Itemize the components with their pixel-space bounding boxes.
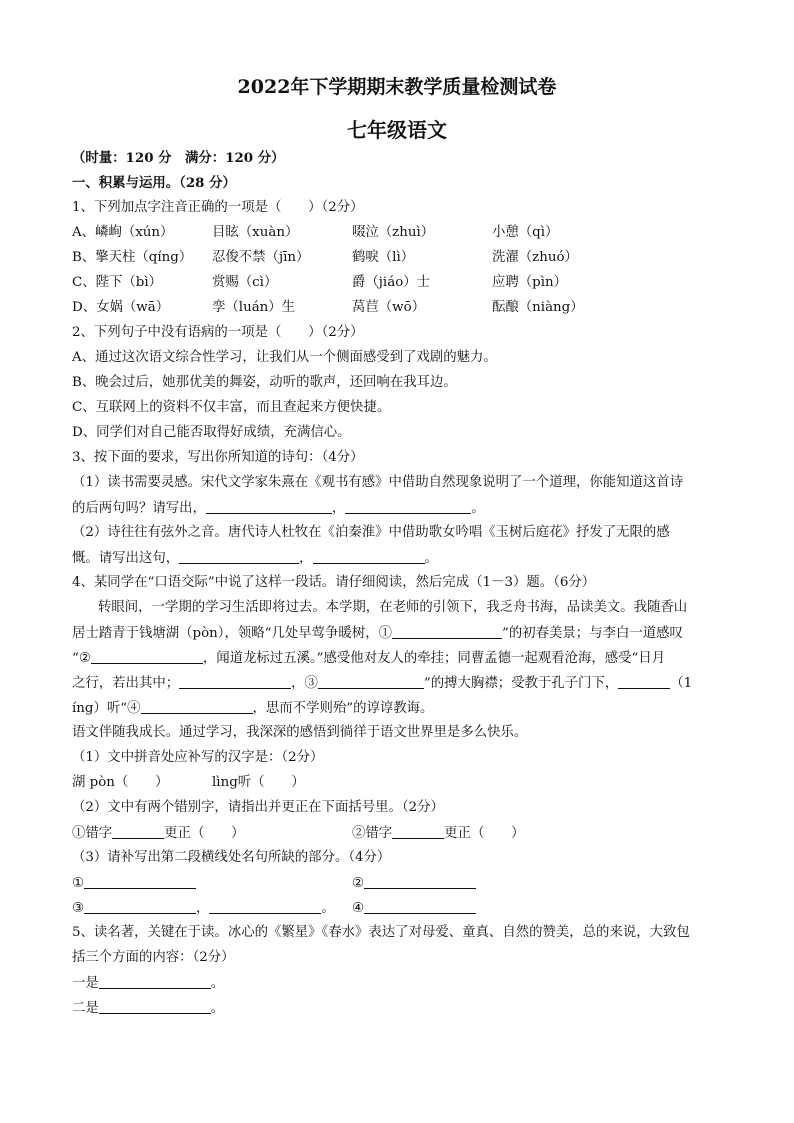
q5-answer-1: 一是 。 — [72, 976, 225, 991]
q4-sub2-stem: （2）文中有两个错别字，请指出并更正在下面括号里。（2分） — [72, 800, 444, 815]
q1-option-cell: A、嶙峋（xún） — [72, 225, 174, 240]
answer-blank[interactable] — [618, 675, 670, 689]
q2-option-b: B、晚会过后，她那优美的舞姿，动听的歌声，还回响在我耳边。 — [72, 375, 457, 390]
q5-answer-2: 二是 。 — [72, 1001, 225, 1016]
answer-blank[interactable] — [206, 500, 332, 514]
q1-option-cell: 孪（luán）生 — [212, 300, 296, 315]
q4-sub3-item-2: ② — [352, 875, 476, 892]
answer-blank[interactable] — [84, 900, 196, 914]
q4-paragraph-line: 转眼间，一学期的学习生活即将过去。本学期，在老师的引领下，我乏舟书海，品读美文。我随香山 — [98, 600, 688, 615]
q1-option-cell: 应聘（pìn） — [492, 275, 568, 290]
q4-sub3-item-3: ③ ， 。 — [72, 901, 335, 916]
q2-option-d: D、同学们对自己能否取得好成绩，充满信心。 — [72, 425, 351, 440]
answer-blank[interactable] — [179, 675, 291, 689]
q4-sub1-item-a: 湖 pòn（ ） — [72, 775, 169, 790]
q1-option-cell: 酝酿（niàng） — [492, 300, 584, 315]
q2-option-c: C、互联网上的资料不仅丰富，而且查起来方便快捷。 — [72, 400, 391, 415]
q1-option-cell: 爵（jiáo）士 — [352, 275, 431, 290]
q4-sub3-item-1: ① — [72, 875, 196, 892]
q4-paragraph-line: íng）听“④ ，思而不学则殆”的谆谆教诲。 — [72, 701, 434, 716]
q3-part1-text: （1）读书需要灵感。宋代文学家朱熹在《观书有感》中借助自然现象说明了一个道理，你能知道这首诗 — [72, 475, 684, 490]
q1-option-cell: 鹤唳（lì） — [352, 250, 415, 265]
q1-option-cell: C、陛下（bì） — [72, 275, 163, 290]
question-5-stem: 5、读名著，关键在于读。冰心的《繁星》《春水》表达了对母爱、童真、自然的赞美，总的来说，大致包 — [72, 925, 690, 940]
q4-paragraph-line: “② ，闻道龙标过五溪。”感受他对友人的牵挂；同曹孟德一起观看沧海，感受“日月 — [72, 651, 666, 666]
answer-blank[interactable] — [364, 875, 476, 889]
q4-sub2-item-b: ②错字 更正（ ） — [352, 826, 525, 841]
answer-blank[interactable] — [318, 675, 424, 689]
section-heading: 一、积累与运用。（28 分） — [72, 175, 236, 191]
exam-meta: （时量：120 分 满分：120 分） — [72, 150, 285, 166]
answer-blank[interactable] — [99, 975, 211, 989]
question-3-stem: 3、按下面的要求，写出你所知道的诗句：（4分） — [72, 450, 364, 465]
q1-option-cell: 莴苣（wō） — [352, 300, 426, 315]
answer-blank[interactable] — [364, 900, 476, 914]
answer-blank[interactable] — [313, 550, 425, 564]
q4-sub1-item-b: lìng听（ ） — [212, 775, 305, 790]
answer-blank[interactable] — [91, 650, 203, 664]
q1-option-cell: 啜泣（zhuì） — [352, 225, 435, 240]
q4-paragraph-line: 语文伴随我成长。通过学习，我深深的感悟到徜徉于语文世界里是多么快乐。 — [72, 725, 528, 740]
exam-subtitle: 七年级语文 — [347, 118, 447, 142]
answer-blank[interactable] — [99, 1000, 211, 1014]
answer-blank[interactable] — [392, 825, 444, 839]
answer-blank[interactable] — [345, 500, 471, 514]
q2-option-a: A、通过这次语文综合性学习，让我们从一个侧面感受到了戏剧的魅力。 — [72, 350, 497, 365]
answer-blank[interactable] — [112, 825, 164, 839]
question-1-stem: 1、下列加点字注音正确的一项是（ ）（2分） — [72, 200, 364, 215]
q1-option-cell: D、女娲（wā） — [72, 300, 170, 315]
q4-sub3-stem: （3）请补写出第二段横线处名句所缺的部分。（4分） — [72, 850, 391, 865]
question-4-stem: 4、某同学在“口语交际”中说了这样一段话。请仔细阅读，然后完成（1－3）题。（6分） — [72, 575, 596, 590]
q1-option-cell: 目眩（xuàn） — [212, 225, 299, 240]
answer-blank[interactable] — [179, 550, 299, 564]
q1-option-cell: 洗濯（zhuó） — [492, 250, 578, 265]
q4-sub2-item-a: ①错字 更正（ ） — [72, 826, 245, 841]
q4-paragraph-line: 居士踏青于钱塘湖（pòn），领略“几处早莺争暖树，① ”的初春美景；与李白一道感叹 — [72, 626, 683, 641]
answer-blank[interactable] — [141, 700, 253, 714]
q1-option-cell: 忍俊不禁（jīn） — [212, 250, 310, 265]
q4-sub3-item-4: ④ — [352, 900, 476, 917]
q3-part1-answer-line: 的后两句吗？请写出， ， 。 — [72, 501, 485, 516]
question-2-stem: 2、下列句子中没有语病的一项是（ ）（2分） — [72, 325, 364, 340]
q1-option-cell: 赏赐（cì） — [212, 275, 278, 290]
q4-sub1-stem: （1）文中拼音处应补写的汉字是：（2分） — [72, 750, 324, 765]
exam-title: 2022年下学期期末教学质量检测试卷 — [237, 76, 557, 98]
answer-blank[interactable] — [84, 875, 196, 889]
answer-blank[interactable] — [209, 900, 321, 914]
q3-part2-text: （2）诗往往有弦外之音。唐代诗人杜牧在《泊秦淮》中借助歌女吟唱《玉树后庭花》抒发了无限的感 — [72, 525, 670, 540]
q1-option-cell: 小憩（qì） — [492, 225, 559, 240]
q3-part2-answer-line: 慨。请写出这句， ， 。 — [72, 551, 438, 566]
question-5-stem-cont: 括三个方面的内容：（2分） — [72, 950, 235, 965]
q1-option-cell: B、擎天柱（qíng） — [72, 250, 193, 265]
answer-blank[interactable] — [392, 625, 502, 639]
q4-paragraph-line: 之行，若出其中； ，③ ”的搏大胸襟；受教于孔子门下， （1 — [72, 676, 693, 691]
